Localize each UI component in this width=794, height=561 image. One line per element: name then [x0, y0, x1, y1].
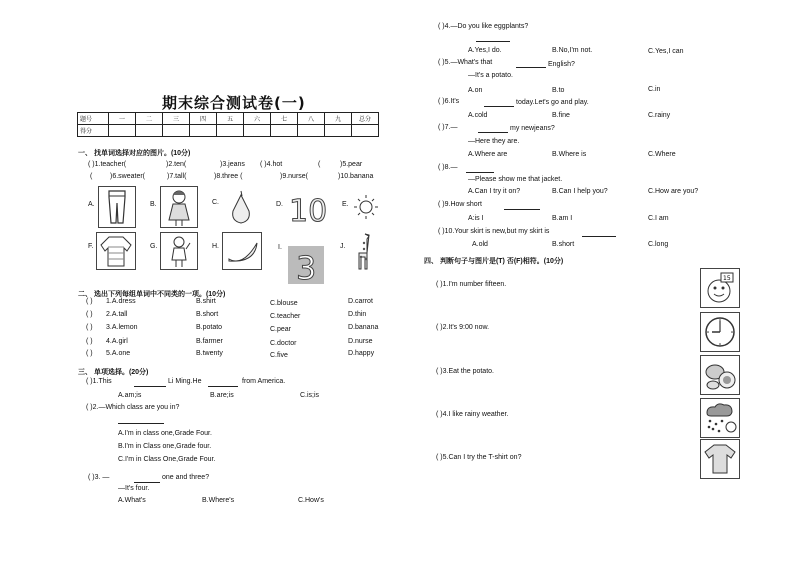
q6-option-c[interactable]: C.rainy: [648, 112, 671, 119]
q6-option-b[interactable]: B.fine: [552, 112, 570, 119]
q6-end: today.Let's go and play.: [516, 99, 589, 106]
s2-option-c[interactable]: C.pear: [270, 326, 292, 333]
picture-letter: C.: [212, 199, 219, 206]
q9-stem: ( )9.How short: [438, 201, 482, 208]
picture-letter: E.: [342, 201, 349, 208]
s1-item: )5.pear: [340, 161, 363, 168]
q6-stem: ( )6.It's: [438, 98, 460, 105]
fruit-icon: [701, 356, 739, 394]
picture-letter: D.: [276, 201, 283, 208]
number-picture: [700, 268, 740, 308]
s2-answer-slot[interactable]: ( ): [86, 311, 93, 318]
clock-icon: [701, 313, 739, 351]
q9-option-a[interactable]: A:is I: [468, 215, 484, 222]
q8-reply: —Please show me that jacket.: [468, 176, 563, 183]
banana-picture: [222, 232, 262, 270]
s4-item: ( )1.I'm number fifteen.: [436, 281, 507, 288]
score-header: 三: [163, 113, 190, 125]
s2-option-c[interactable]: C.five: [270, 352, 288, 359]
s2-option-b[interactable]: B.potato: [196, 324, 223, 331]
nurse-picture: [160, 232, 198, 270]
q7-option-a[interactable]: A.Where are: [468, 151, 508, 158]
score-row-label: 题号: [78, 113, 109, 125]
fruit-picture: [700, 355, 740, 395]
q4-option-c[interactable]: C.Yes,I can: [648, 48, 684, 55]
score-cell[interactable]: [217, 125, 244, 137]
q7-option-c[interactable]: C.Where: [648, 151, 676, 158]
s1-item: )2.ten(: [166, 161, 187, 168]
q9-option-c[interactable]: C.I am: [648, 215, 669, 222]
q5-option-c[interactable]: C.in: [648, 86, 661, 93]
nurse-icon: [161, 233, 197, 269]
q2-option-b[interactable]: B.I'm in Class one,Grade four.: [118, 443, 212, 450]
pear-icon: [223, 187, 259, 227]
s1-item: ( )4.hot: [260, 161, 283, 168]
score-cell[interactable]: [163, 125, 190, 137]
tshirt-picture: [700, 439, 740, 479]
score-header: 二: [136, 113, 163, 125]
s1-item: )10.banana: [338, 173, 374, 180]
jeans-icon: [99, 187, 135, 227]
q1-blank-2[interactable]: [208, 378, 238, 387]
s1-item: )6.sweater(: [110, 173, 146, 180]
svg-text:3: 3: [296, 249, 317, 285]
q6-blank[interactable]: [484, 98, 514, 107]
rain-icon: [701, 399, 739, 437]
picture-letter: F.: [88, 243, 94, 250]
s4-item: ( )2.It's 9:00 now.: [436, 324, 490, 331]
giraffe-icon: [349, 231, 377, 271]
q2-stem: ( )2.—Which class are you in?: [86, 404, 180, 411]
score-header: 九: [325, 113, 352, 125]
q3-stem: ( )3. —: [88, 474, 110, 481]
q5-stem: ( )5.—What's that: [438, 59, 493, 66]
score-header: 六: [244, 113, 271, 125]
q4-stem: ( )4.—Do you like eggplants?: [438, 23, 529, 30]
s2-option-a[interactable]: 1.A.dress: [106, 298, 136, 305]
q3-option-a[interactable]: A.What's: [118, 497, 146, 504]
q1-option-b[interactable]: B.are;is: [210, 392, 234, 399]
score-header: 总分: [352, 113, 379, 125]
score-cell[interactable]: [109, 125, 136, 137]
sun-icon: [351, 190, 381, 224]
s2-option-b[interactable]: B.farmer: [196, 338, 223, 345]
score-cell[interactable]: [271, 125, 298, 137]
q1-blank-1[interactable]: [134, 378, 166, 387]
score-cell[interactable]: [190, 125, 217, 137]
section2-heading: 二、 选出下列每组单词中不同类的一项。(10分): [78, 291, 226, 298]
s1-item: (: [90, 173, 93, 180]
page-title: 期末综合测试卷(一): [162, 94, 306, 112]
s2-option-c[interactable]: C.blouse: [270, 300, 298, 307]
rain-picture: [700, 398, 740, 438]
ten-icon: [287, 187, 327, 227]
q5-reply: —It's a potato.: [468, 72, 513, 79]
giraffe-picture: [348, 230, 378, 272]
girl-icon: [161, 187, 197, 227]
q8-option-c[interactable]: C.How are you?: [648, 188, 699, 195]
s2-option-d[interactable]: D.thin: [348, 311, 367, 318]
jeans-picture: [98, 186, 136, 228]
score-header: 四: [190, 113, 217, 125]
score-header: 一: [109, 113, 136, 125]
picture-letter: J.: [340, 243, 346, 250]
q7-reply: —Here they are.: [468, 138, 520, 145]
sweater-picture: [96, 232, 136, 270]
picture-letter: A.: [88, 201, 95, 208]
s2-option-d[interactable]: D.banana: [348, 324, 379, 331]
q4-option-a[interactable]: A.Yes,I do.: [468, 47, 502, 54]
score-cell[interactable]: [325, 125, 352, 137]
q10-option-a[interactable]: A.old: [472, 241, 488, 248]
q10-option-b[interactable]: B.short: [552, 241, 575, 248]
score-cell[interactable]: [352, 125, 379, 137]
ten-picture: [286, 186, 328, 228]
banana-icon: [223, 233, 261, 269]
three-picture: [286, 244, 326, 286]
q1-stem: ( )1.This: [86, 378, 112, 385]
s2-answer-slot[interactable]: ( ): [86, 338, 93, 345]
score-table: [77, 112, 379, 137]
svg-text:15: 15: [723, 275, 731, 282]
score-header: 五: [217, 113, 244, 125]
q3-option-c[interactable]: C.How's: [298, 497, 324, 504]
q7-blank[interactable]: [478, 124, 508, 133]
q3-blank[interactable]: [134, 474, 160, 483]
q1-option-c[interactable]: C.is;is: [300, 392, 320, 399]
s2-option-d[interactable]: D.happy: [348, 350, 375, 357]
picture-letter: H.: [212, 243, 219, 250]
picture-letter: I.: [278, 244, 282, 251]
s2-answer-slot[interactable]: ( ): [86, 324, 93, 331]
score-header: 七: [271, 113, 298, 125]
q1-mid: Li Ming.He: [168, 378, 202, 385]
s2-option-c[interactable]: C.teacher: [270, 313, 301, 320]
q3-option-b[interactable]: B.Where's: [202, 497, 235, 504]
s2-option-a[interactable]: 4.A.girl: [106, 338, 128, 345]
q3-reply: —It's four.: [118, 485, 150, 492]
picture-letter: G.: [150, 243, 158, 250]
q1-end: from America.: [242, 378, 286, 385]
q10-stem: ( )10.Your skirt is new,but my skirt is: [438, 228, 550, 235]
s2-option-b[interactable]: B.shirt: [196, 298, 216, 305]
q7-option-b[interactable]: B.Where is: [552, 151, 587, 158]
picture-letter: B.: [150, 201, 157, 208]
q8-option-a[interactable]: A.Can I try it on?: [468, 188, 521, 195]
s2-option-a[interactable]: 2.A.tall: [106, 311, 128, 318]
q8-stem: ( )8.—: [438, 164, 458, 171]
s2-option-d[interactable]: D.nurse: [348, 338, 373, 345]
q2-blank[interactable]: [118, 417, 164, 424]
score-cell[interactable]: [298, 125, 325, 137]
section3-heading: 三、 单项选择。(20分): [78, 369, 149, 376]
q2-option-c[interactable]: C.I'm in Class One,Grade Four.: [118, 456, 216, 463]
pear-picture: [222, 186, 260, 228]
q5-option-b[interactable]: B.to: [552, 87, 565, 94]
q10-blank[interactable]: [582, 228, 616, 237]
s1-item: )7.tall(: [167, 173, 187, 180]
q2-option-a[interactable]: A.I'm in class one,Grade Four.: [118, 430, 212, 437]
s2-option-a[interactable]: 5.A.one: [106, 350, 131, 357]
q10-option-c[interactable]: C.long: [648, 241, 669, 248]
q5-end: English?: [548, 61, 575, 68]
clock-picture: [700, 312, 740, 352]
q3-end: one and three?: [162, 474, 210, 481]
s4-item: ( )4.I like rainy weather.: [436, 411, 509, 418]
s2-option-b[interactable]: B.short: [196, 311, 219, 318]
s4-item: ( )3.Eat the potato.: [436, 368, 494, 375]
section1-heading: 一、 找单词选择对应的图片。(10分): [78, 150, 191, 157]
sun-picture: [350, 189, 382, 225]
q8-option-b[interactable]: B.Can I help you?: [552, 188, 608, 195]
s2-option-b[interactable]: B.twenty: [196, 350, 223, 357]
score-cell[interactable]: [136, 125, 163, 137]
score-cell[interactable]: [244, 125, 271, 137]
section4-heading: 四、 判断句子与图片是(T) 否(F)相符。(10分): [424, 258, 564, 265]
s4-item: ( )5.Can I try the T-shirt on?: [436, 454, 522, 461]
q9-option-b[interactable]: B.am I: [552, 215, 573, 222]
svg-text:10: 10: [289, 194, 327, 227]
q6-option-a[interactable]: A.cold: [468, 112, 488, 119]
s1-item: )3.jeans: [220, 161, 245, 168]
s2-option-c[interactable]: C.doctor: [270, 340, 297, 347]
q7-stem: ( )7.—: [438, 124, 458, 131]
number-icon: [701, 269, 739, 307]
s2-option-d[interactable]: D.carrot: [348, 298, 373, 305]
q4-blank[interactable]: [476, 37, 510, 42]
girl-picture: [160, 186, 198, 228]
s2-answer-slot[interactable]: ( ): [86, 298, 93, 305]
s1-item: )8.three (: [214, 173, 243, 180]
sweater-icon: [97, 233, 135, 269]
score-row-label: 得分: [78, 125, 109, 137]
q5-blank[interactable]: [516, 59, 546, 68]
q5-option-a[interactable]: A.on: [468, 87, 483, 94]
q8-blank[interactable]: [466, 164, 494, 173]
s1-item: )9.nurse(: [280, 173, 309, 180]
s2-option-a[interactable]: 3.A.lemon: [106, 324, 138, 331]
q9-blank[interactable]: [504, 201, 540, 210]
tshirt-icon: [701, 440, 739, 478]
s1-item: (: [318, 161, 321, 168]
s1-item: ( )1.teacher(: [88, 161, 127, 168]
q7-end: my newjeans?: [510, 125, 555, 132]
three-icon: [287, 245, 325, 285]
q1-option-a[interactable]: A.am;is: [118, 392, 142, 399]
s2-answer-slot[interactable]: ( ): [86, 350, 93, 357]
q4-option-b[interactable]: B.No,I'm not.: [552, 47, 593, 54]
score-header: 八: [298, 113, 325, 125]
